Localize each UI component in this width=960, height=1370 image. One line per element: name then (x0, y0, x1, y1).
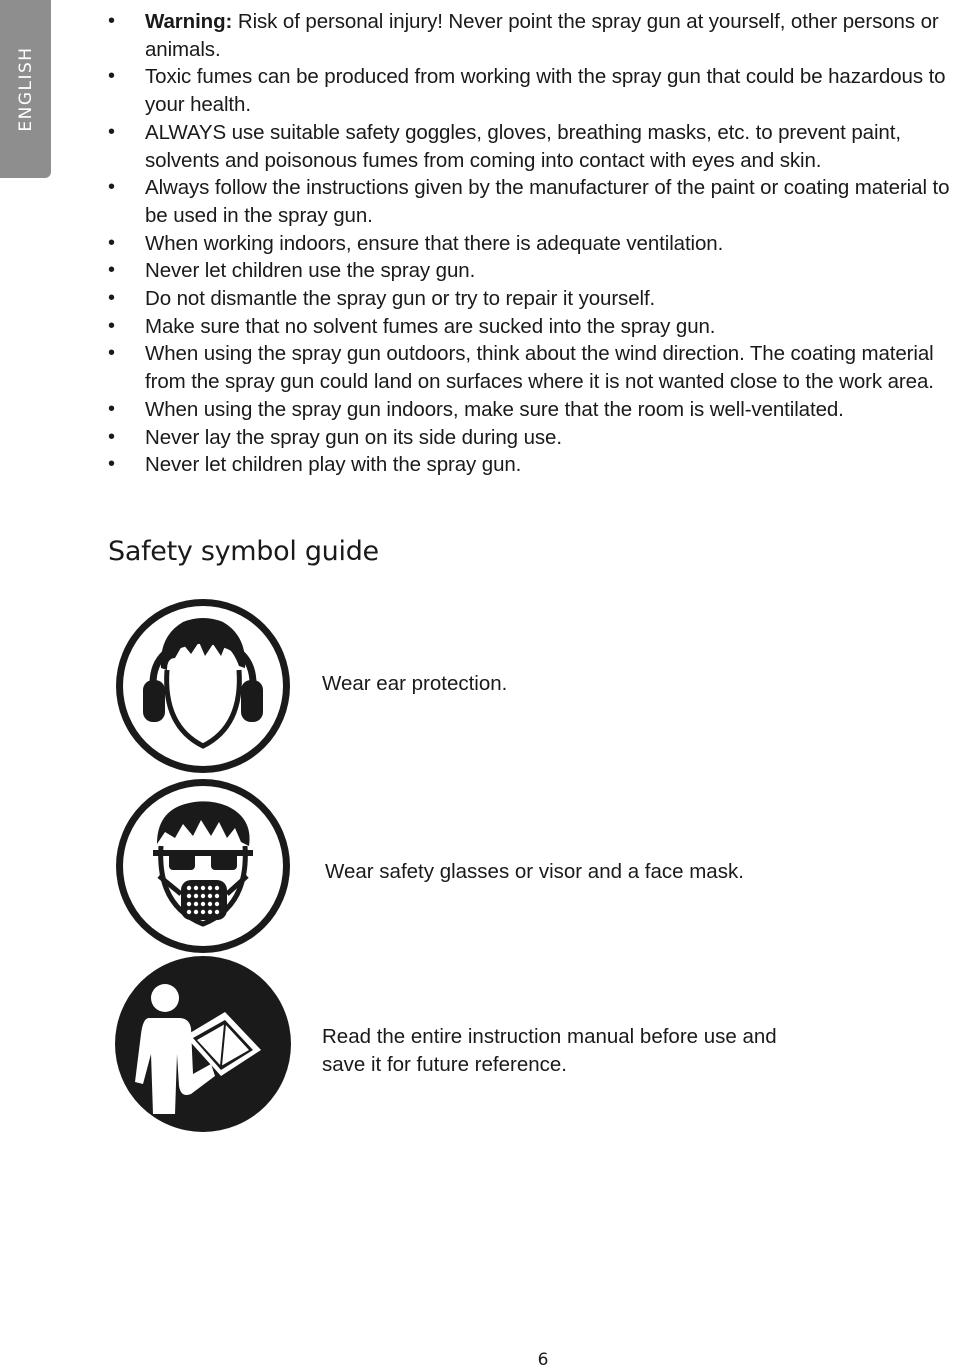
list-item: • When working indoors, ensure that there is adequate ventilation. (108, 230, 958, 258)
safety-glasses-mask-icon (113, 776, 293, 956)
safety-bullet-list (108, 8, 958, 479)
list-item: • Never lay the spray gun on its side during use. (108, 424, 958, 452)
list-item: • When using the spray gun indoors, make sure that the room is well-ventilated. (108, 396, 958, 424)
safety-glasses-caption: Wear safety glasses or visor and a face mask. (325, 860, 744, 883)
page-number: 6 (537, 1350, 549, 1370)
list-item: • Do not dismantle the spray gun or try to repair it yourself. (108, 285, 958, 313)
ear-protection-caption: Wear ear protection. (322, 672, 508, 695)
list-item: • Never let children play with the spray gun. (108, 451, 958, 479)
language-tab (0, 0, 51, 178)
list-item: • Always follow the instructions given by the manufacturer of the paint or coating material to be used in the spray gun. (108, 174, 958, 229)
list-item: • Never let children use the spray gun. (108, 257, 958, 285)
list-item: • Make sure that no solvent fumes are sucked into the spray gun. (108, 313, 958, 341)
warning-label: Warning: (145, 10, 233, 33)
list-item: • Toxic fumes can be produced from working with the spray gun that could be hazardous to your health. (108, 63, 958, 118)
read-manual-icon (113, 954, 293, 1134)
list-item: • Warning: Risk of personal injury! Never point the spray gun at yourself, other persons or animals. (108, 8, 958, 63)
list-item: • When using the spray gun outdoors, think about the wind direction. The coating material from the spray gun could land on surfaces where it is not wanted close to the work area. (108, 340, 958, 395)
language-tab-label: ENGLISH (15, 46, 36, 132)
ear-protection-icon (113, 596, 293, 776)
list-item: • ALWAYS use suitable safety goggles, gloves, breathing masks, etc. to prevent paint, solvents and poisonous fumes from coming into contact with eyes and skin. (108, 119, 958, 174)
read-manual-caption: Read the entire instruction manual before use and save it for future reference. (322, 1025, 777, 1076)
section-title: Safety symbol guide (108, 536, 379, 567)
